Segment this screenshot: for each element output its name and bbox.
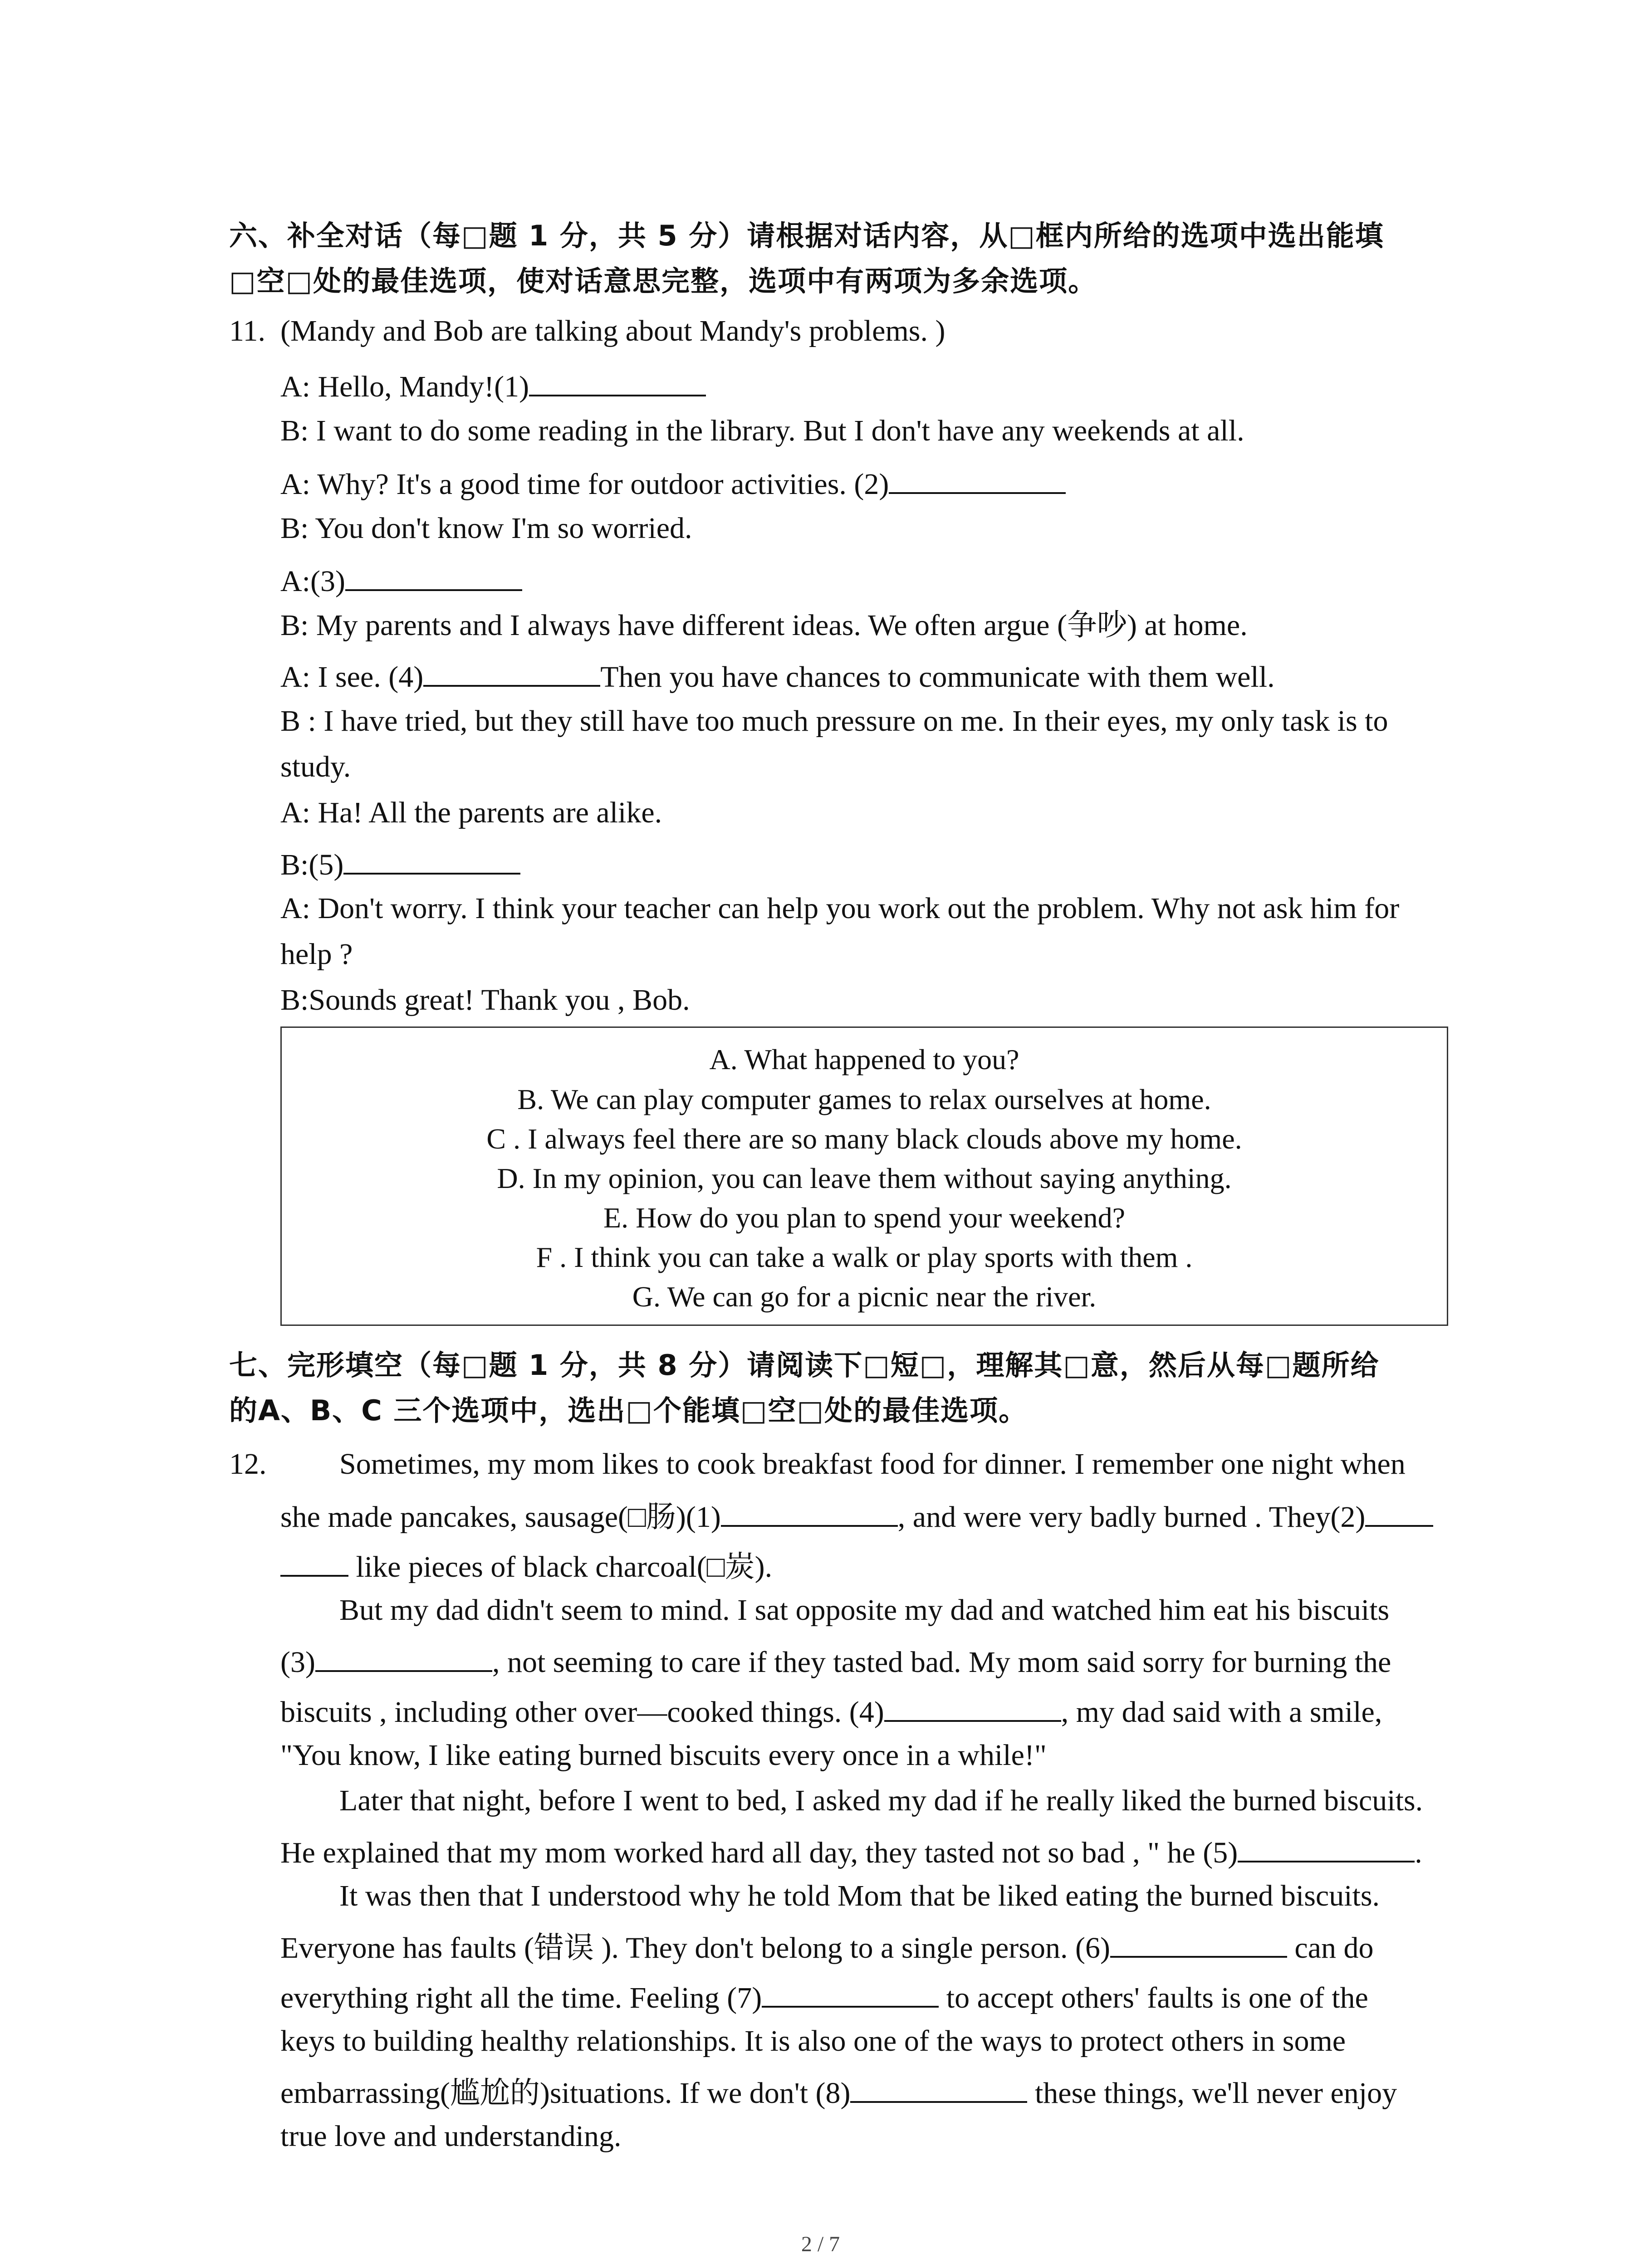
cloze-blank-1[interactable] bbox=[721, 1497, 898, 1527]
cloze-blank-2-part-2[interactable] bbox=[280, 1547, 348, 1577]
cloze-blank-8[interactable] bbox=[850, 2073, 1027, 2103]
dialog-line-7-after: Then you have chances to communicate with them well. bbox=[600, 660, 1275, 694]
passage-line-3 bbox=[280, 1547, 772, 1585]
passage-line-10: It was then that I understood why he told Mom that be liked eating the burned biscuits. bbox=[339, 1879, 1380, 1912]
cloze-blank-3[interactable] bbox=[315, 1642, 492, 1672]
passage-line-11-b: can do bbox=[1287, 1931, 1374, 1965]
passage-line-14 bbox=[280, 2073, 1397, 2112]
cloze-blank-7[interactable] bbox=[762, 1978, 939, 2008]
dialog-line-2: B: I want to do some reading in the library. But I don't have any weekends at all. bbox=[280, 414, 1244, 447]
section-6-heading-line-2: □空□处的最佳选项，使对话意思完整，选项中有两项为多余选项。 bbox=[229, 264, 1097, 298]
answer-blank-3[interactable] bbox=[345, 561, 522, 591]
page-number: 2 / 7 bbox=[801, 2232, 840, 2256]
option-f: F . I think you can take a walk or play sports with them . bbox=[536, 1241, 1193, 1273]
passage-line-12-a: everything right all the time. Feeling (7) bbox=[280, 1981, 762, 2014]
passage-line-1: Sometimes, my mom likes to cook breakfast food for dinner. I remember one night when bbox=[339, 1447, 1406, 1481]
answer-blank-1[interactable] bbox=[529, 367, 706, 396]
dialog-line-10: A: Ha! All the parents are alike. bbox=[280, 796, 662, 829]
dialog-line-14: B:Sounds great! Thank you , Bob. bbox=[280, 983, 690, 1017]
question-11-number: 11. bbox=[229, 314, 266, 347]
passage-line-5 bbox=[280, 1642, 1391, 1681]
dialog-line-1-text: A: Hello, Mandy!(1) bbox=[280, 370, 529, 403]
answer-blank-5[interactable] bbox=[343, 845, 520, 875]
passage-line-5-b: , not seeming to care if they tasted bad. My mom said sorry for burning the bbox=[492, 1646, 1391, 1679]
section-7-heading-line-1: 七、完形填空（每□题 1 分，共 8 分）请阅读下□短□，理解其□意，然后从每□题所给 bbox=[229, 1349, 1380, 1382]
passage-line-14-b: these things, we'll never enjoy bbox=[1027, 2077, 1397, 2110]
passage-line-9-b: . bbox=[1415, 1836, 1422, 1869]
answer-blank-4[interactable] bbox=[423, 657, 600, 687]
dialog-line-7 bbox=[280, 657, 1275, 695]
dialog-line-5-text: A:(3) bbox=[280, 565, 345, 598]
option-d: D. In my opinion, you can leave them without saying anything. bbox=[497, 1162, 1232, 1194]
cloze-blank-2-part-1[interactable] bbox=[1365, 1497, 1433, 1527]
passage-line-3-text: like pieces of black charcoal(□炭). bbox=[348, 1550, 773, 1584]
dialog-line-11-text: B:(5) bbox=[280, 848, 344, 881]
question-12-number: 12. bbox=[229, 1447, 267, 1481]
passage-line-8: Later that night, before I went to bed, I asked my dad if he really liked the burned biscuits. bbox=[339, 1784, 1423, 1817]
passage-line-13: keys to building healthy relationships. It is also one of the ways to protect others in some bbox=[280, 2024, 1346, 2058]
cloze-blank-6[interactable] bbox=[1110, 1928, 1287, 1958]
dialog-line-3 bbox=[280, 464, 1066, 503]
dialog-line-12: A: Don't worry. I think your teacher can help you work out the problem. Why not ask him for bbox=[280, 892, 1400, 925]
passage-line-2 bbox=[280, 1497, 1433, 1535]
passage-line-6-b: , my dad said with a smile, bbox=[1061, 1696, 1382, 1729]
dialog-line-13: help ? bbox=[280, 938, 353, 971]
section-7-heading bbox=[229, 1343, 1454, 1433]
cloze-blank-5[interactable] bbox=[1238, 1833, 1415, 1862]
dialog-line-11 bbox=[280, 845, 520, 883]
option-a: A. What happened to you? bbox=[709, 1043, 1019, 1075]
option-g: G. We can go for a picnic near the river. bbox=[632, 1281, 1097, 1313]
dialog-line-9: study. bbox=[280, 750, 351, 783]
dialog-line-5 bbox=[280, 561, 522, 600]
passage-line-4: But my dad didn't seem to mind. I sat opposite my dad and watched him eat his biscuits bbox=[339, 1593, 1390, 1627]
option-c: C . I always feel there are so many black clouds above my home. bbox=[486, 1123, 1242, 1155]
dialog-line-7-text: A: I see. (4) bbox=[280, 660, 424, 694]
section-6-heading bbox=[229, 213, 1454, 304]
dialog-line-6: B: My parents and I always have different ideas. We often argue (争吵) at home. bbox=[280, 609, 1248, 642]
section-7-heading-line-2: 的A、B、C 三个选项中，选出□个能填□空□处的最佳选项。 bbox=[229, 1394, 1028, 1427]
passage-line-5-a: (3) bbox=[280, 1646, 315, 1679]
options-box bbox=[280, 1026, 1448, 1326]
answer-blank-2[interactable] bbox=[889, 464, 1066, 494]
passage-line-15: true love and understanding. bbox=[280, 2120, 622, 2153]
passage-line-9 bbox=[280, 1833, 1422, 1871]
passage-line-9-a: He explained that my mom worked hard all day, they tasted not so bad , " he (5) bbox=[280, 1836, 1238, 1869]
passage-line-6 bbox=[280, 1692, 1382, 1730]
dialog-line-4: B: You don't know I'm so worried. bbox=[280, 512, 692, 545]
passage-line-2-a: she made pancakes, sausage(□肠)(1) bbox=[280, 1501, 721, 1534]
section-6-heading-line-1: 六、补全对话（每□题 1 分，共 5 分）请根据对话内容，从□框内所给的选项中选出能填 bbox=[229, 219, 1384, 252]
dialog-line-1 bbox=[280, 367, 706, 405]
option-e: E. How do you plan to spend your weekend? bbox=[603, 1202, 1125, 1234]
passage-line-11 bbox=[280, 1928, 1374, 1966]
option-b: B. We can play computer games to relax ourselves at home. bbox=[517, 1083, 1211, 1115]
question-11-intro: (Mandy and Bob are talking about Mandy's problems. ) bbox=[280, 314, 945, 347]
dialog-line-3-text: A: Why? It's a good time for outdoor activities. (2) bbox=[280, 468, 889, 501]
passage-line-11-a: Everyone has faults (错误 ). They don't belong to a single person. (6) bbox=[280, 1931, 1110, 1965]
cloze-blank-4[interactable] bbox=[884, 1692, 1061, 1722]
passage-line-7: "You know, I like eating burned biscuits every once in a while!" bbox=[280, 1739, 1047, 1772]
passage-line-14-a: embarrassing(尴尬的)situations. If we don't (8) bbox=[280, 2077, 851, 2110]
passage-line-12-b: to accept others' faults is one of the bbox=[939, 1981, 1368, 2014]
passage-line-6-a: biscuits , including other over—cooked things. (4) bbox=[280, 1696, 884, 1729]
dialog-line-8: B : I have tried, but they still have too much pressure on me. In their eyes, my only task is to bbox=[280, 704, 1388, 738]
passage-line-2-b: , and were very badly burned . They(2) bbox=[897, 1501, 1366, 1534]
passage-line-12 bbox=[280, 1978, 1368, 2016]
